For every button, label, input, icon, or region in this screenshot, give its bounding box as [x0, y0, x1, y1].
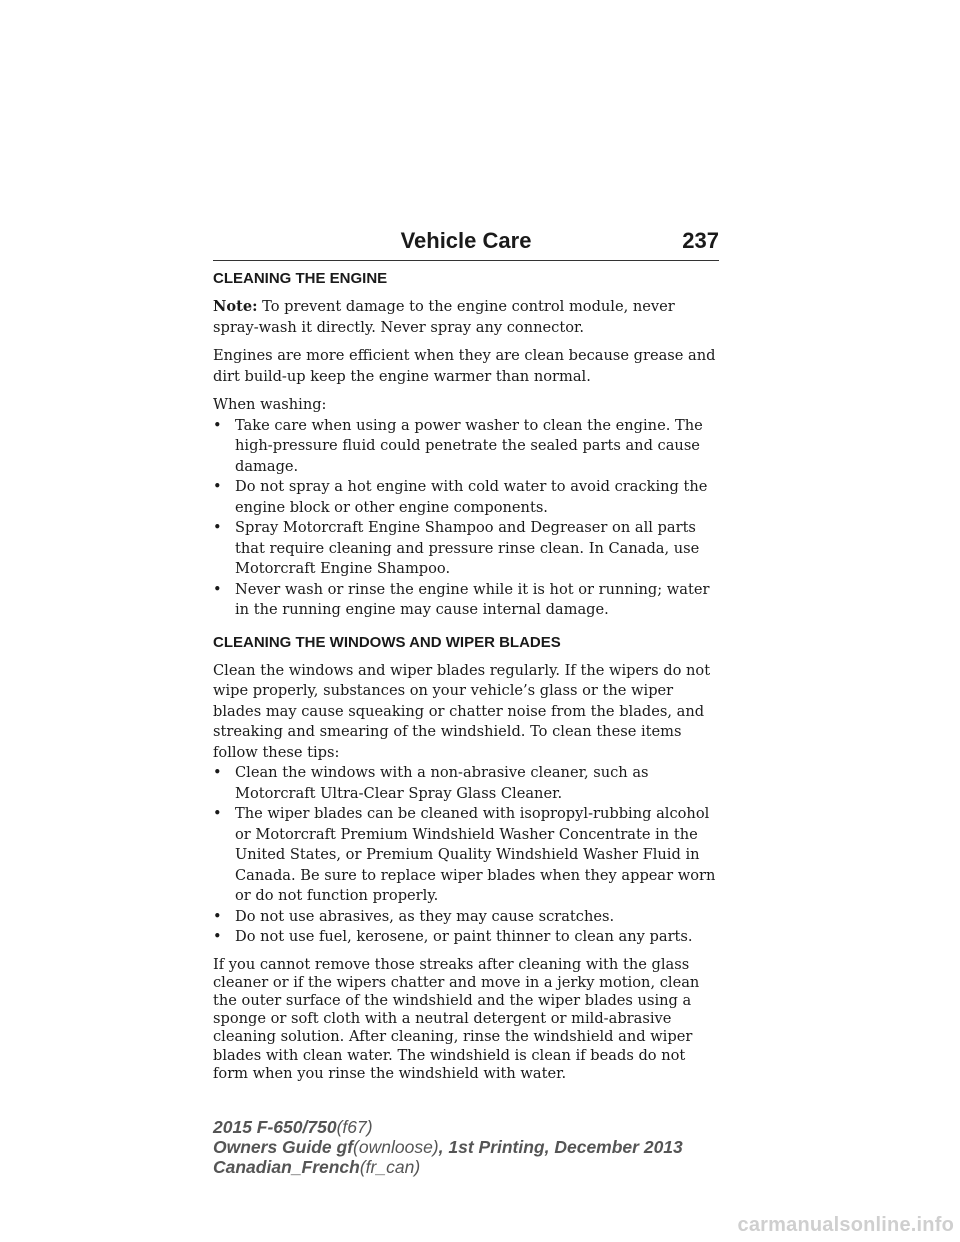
heading-cleaning-engine: CLEANING THE ENGINE: [213, 270, 388, 287]
footer-line-1: 2015 F-650/750(f67): [213, 1117, 373, 1137]
heading-cleaning-windows: CLEANING THE WINDOWS AND WIPER BLADES: [213, 633, 561, 651]
list-item: • Take care when using a power washer to clean the engine. The high-pressure fluid could penetrate the sealed parts and cause damage.: [213, 416, 703, 475]
bullet-icon: •: [213, 805, 222, 822]
streaks-paragraph: If you cannot remove those streaks after cleaning with the glass cleaner or if the wipers chatter and move in a jerky motion, clean the outer surface of the windshield and the wiper blades using a sponge or soft cloth with a neutral detergent or mild-abrasive cleaning solution. After cleaning, rinse the windshield and wiper blades with clean water. The windshield is clean if beads do not form when you rinse the windshield with water.: [213, 955, 700, 1082]
list-item: • Spray Motorcraft Engine Shampoo and Degreaser on all parts that require cleaning and pressure rinse clean. In Canada, use Motorcraft Engine Shampoo.: [213, 519, 700, 577]
bullet-icon: •: [213, 519, 222, 536]
when-washing-intro: When washing:: [213, 396, 327, 413]
section-title: Vehicle Care: [400, 228, 532, 253]
list-item: • Do not spray a hot engine with cold water to avoid cracking the engine block or other engine components.: [213, 478, 708, 516]
list-item: • Do not use fuel, kerosene, or paint thinner to clean any parts.: [213, 927, 723, 948]
print-footer: [213, 1117, 683, 1177]
page-content: [213, 269, 723, 1091]
note-paragraph: [213, 297, 723, 338]
note-label: Note:: [213, 298, 258, 315]
watermark-text: carmanualsonline.info: [737, 1214, 954, 1236]
bullet-icon: •: [213, 580, 222, 598]
bullet-icon: •: [213, 928, 222, 945]
bullet-icon: •: [213, 478, 222, 495]
page-number: 237: [682, 228, 719, 253]
list-item: • Never wash or rinse the engine while it is hot or running; water in the running engine may cause internal damage.: [213, 580, 710, 618]
engine-efficiency-paragraph: Engines are more efficient when they are clean because grease and dirt build-up keep the engine warmer than normal.: [213, 347, 716, 385]
list-item: • The wiper blades can be cleaned with isopropyl-rubbing alcohol or Motorcraft Premium Windshield Washer Concentrate in the United States, or Premium Quality Windshield Washer Fluid in Canada. Be sure to replace wiper blades when they appear worn or do not function properly.: [213, 805, 716, 904]
bullet-icon: •: [213, 907, 222, 925]
footer-line-3: Canadian_French(fr_can): [213, 1157, 421, 1177]
windows-intro-paragraph: Clean the windows and wiper blades regularly. If the wipers do not wipe properly, substances on your vehicle’s glass or the wiper blades may cause squeaking or chatter noise from the blades, and streaking and smearing of the windshield. To clean these items follow these tips:: [213, 661, 711, 761]
page-header: [213, 226, 719, 261]
list-item: • Clean the windows with a non-abrasive cleaner, such as Motorcraft Ultra-Clear Spray Glass Cleaner.: [213, 764, 649, 802]
engine-washing-list: [213, 416, 723, 621]
list-item: • Do not use abrasives, as they may cause scratches.: [213, 907, 723, 928]
bullet-icon: •: [213, 416, 222, 434]
windows-tips-list: [213, 763, 723, 948]
note-text: To prevent damage to the engine control module, never spray-wash it directly. Never spray any connector.: [213, 298, 675, 336]
bullet-icon: •: [213, 764, 222, 781]
footer-line-2: Owners Guide gf(ownloose), 1st Printing, December 2013: [213, 1137, 683, 1157]
